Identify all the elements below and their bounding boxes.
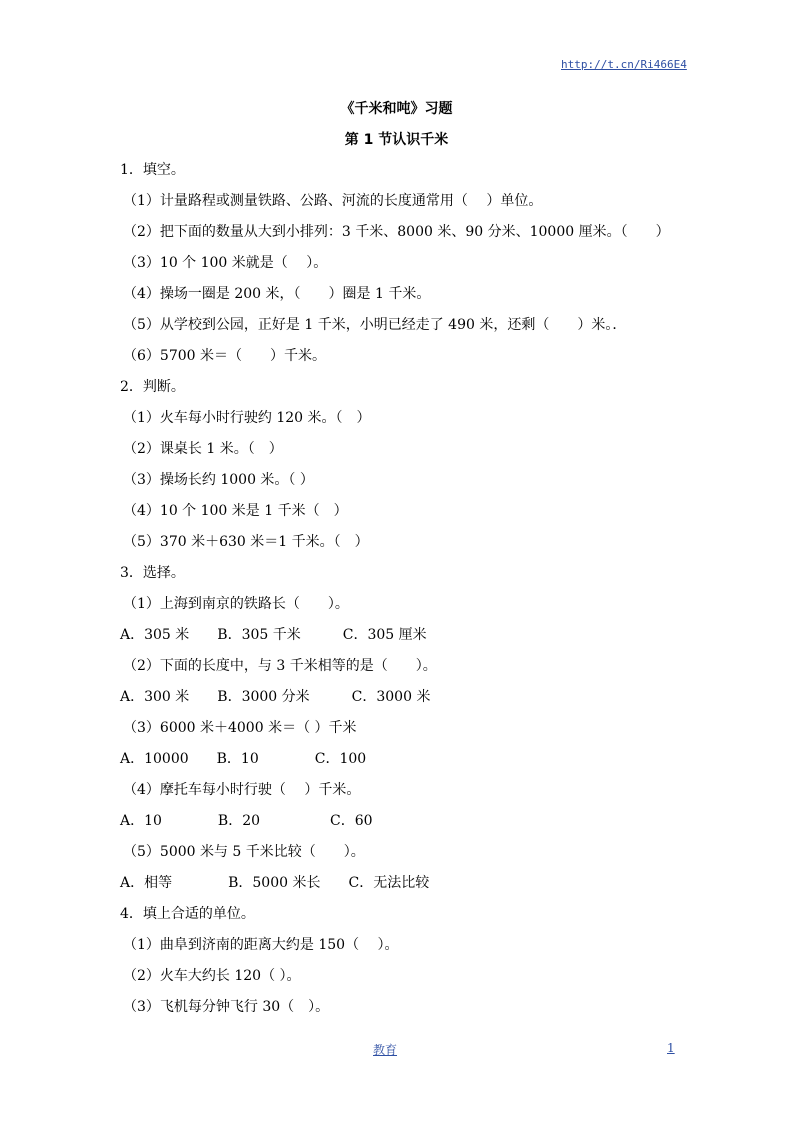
text-line: A．305 米 B．305 千米 C．305 厘米 (120, 627, 427, 643)
header-link[interactable]: http://t.cn/Ri466E4 (561, 58, 687, 71)
text-line: （6）5700 米＝（ ）千米。 (123, 348, 326, 364)
text-line: A．10 B．20 C．60 (120, 813, 373, 829)
text-line: （2）课桌长 1 米。（ ） (123, 441, 283, 457)
text-line: （4）操场一圈是 200 米，（ ）圈是 1 千米。 (123, 286, 431, 302)
document-title: 《千米和吨》习题 (340, 101, 453, 117)
text-line: （5）5000 米与 5 千米比较（ ）。 (123, 844, 365, 860)
text-line: （2）把下面的数量从大到小排列：3 千米、8000 米、90 分米、10000 厘米。（ ） (123, 224, 670, 240)
text-line: 4．填上合适的单位。 (120, 906, 255, 922)
page-number: 1 (667, 1041, 675, 1055)
text-line: （2）下面的长度中，与 3 千米相等的是（ ）。 (123, 658, 437, 674)
text-line: （3）6000 米＋4000 米＝（ ）千米 (123, 720, 357, 736)
text-line: （1）上海到南京的铁路长（ ）。 (123, 596, 349, 612)
text-line: （3）10 个 100 米就是（ ）。 (123, 255, 328, 271)
text-line: 3．选择。 (120, 565, 185, 581)
text-line: （2）火车大约长 120（ ）。 (123, 968, 301, 984)
text-line: 1．填空。 (120, 162, 185, 178)
text-line: （4）摩托车每小时行驶（ ）千米。 (123, 782, 361, 798)
text-line: 2．判断。 (120, 379, 185, 395)
text-line: （5）从学校到公园，正好是 1 千米，小明已经走了 490 米，还剩（ ）米。． (123, 317, 627, 333)
footer-link[interactable]: 教育 (373, 1043, 398, 1057)
text-line: （1）计量路程或测量铁路、公路、河流的长度通常用（ ）单位。 (123, 193, 543, 209)
text-line: （5）370 米＋630 米＝1 千米。（ ） (123, 534, 369, 550)
text-line: （3）操场长约 1000 米。（ ） (123, 472, 314, 488)
text-line: （1）火车每小时行驶约 120 米。（ ） (123, 410, 371, 426)
text-line: A．300 米 B．3000 分米 C．3000 米 (120, 689, 431, 705)
text-line: A．相等 B．5000 米长 C．无法比较 (120, 875, 430, 891)
text-line: （3）飞机每分钟飞行 30（ ）。 (123, 999, 330, 1015)
text-line: （4）10 个 100 米是 1 千米（ ） (123, 503, 348, 519)
text-line: A．10000 B．10 C．100 (120, 751, 367, 767)
text-line: （1）曲阜到济南的距离大约是 150（ ）。 (123, 937, 399, 953)
section-title: 第 1 节认识千米 (344, 132, 449, 148)
